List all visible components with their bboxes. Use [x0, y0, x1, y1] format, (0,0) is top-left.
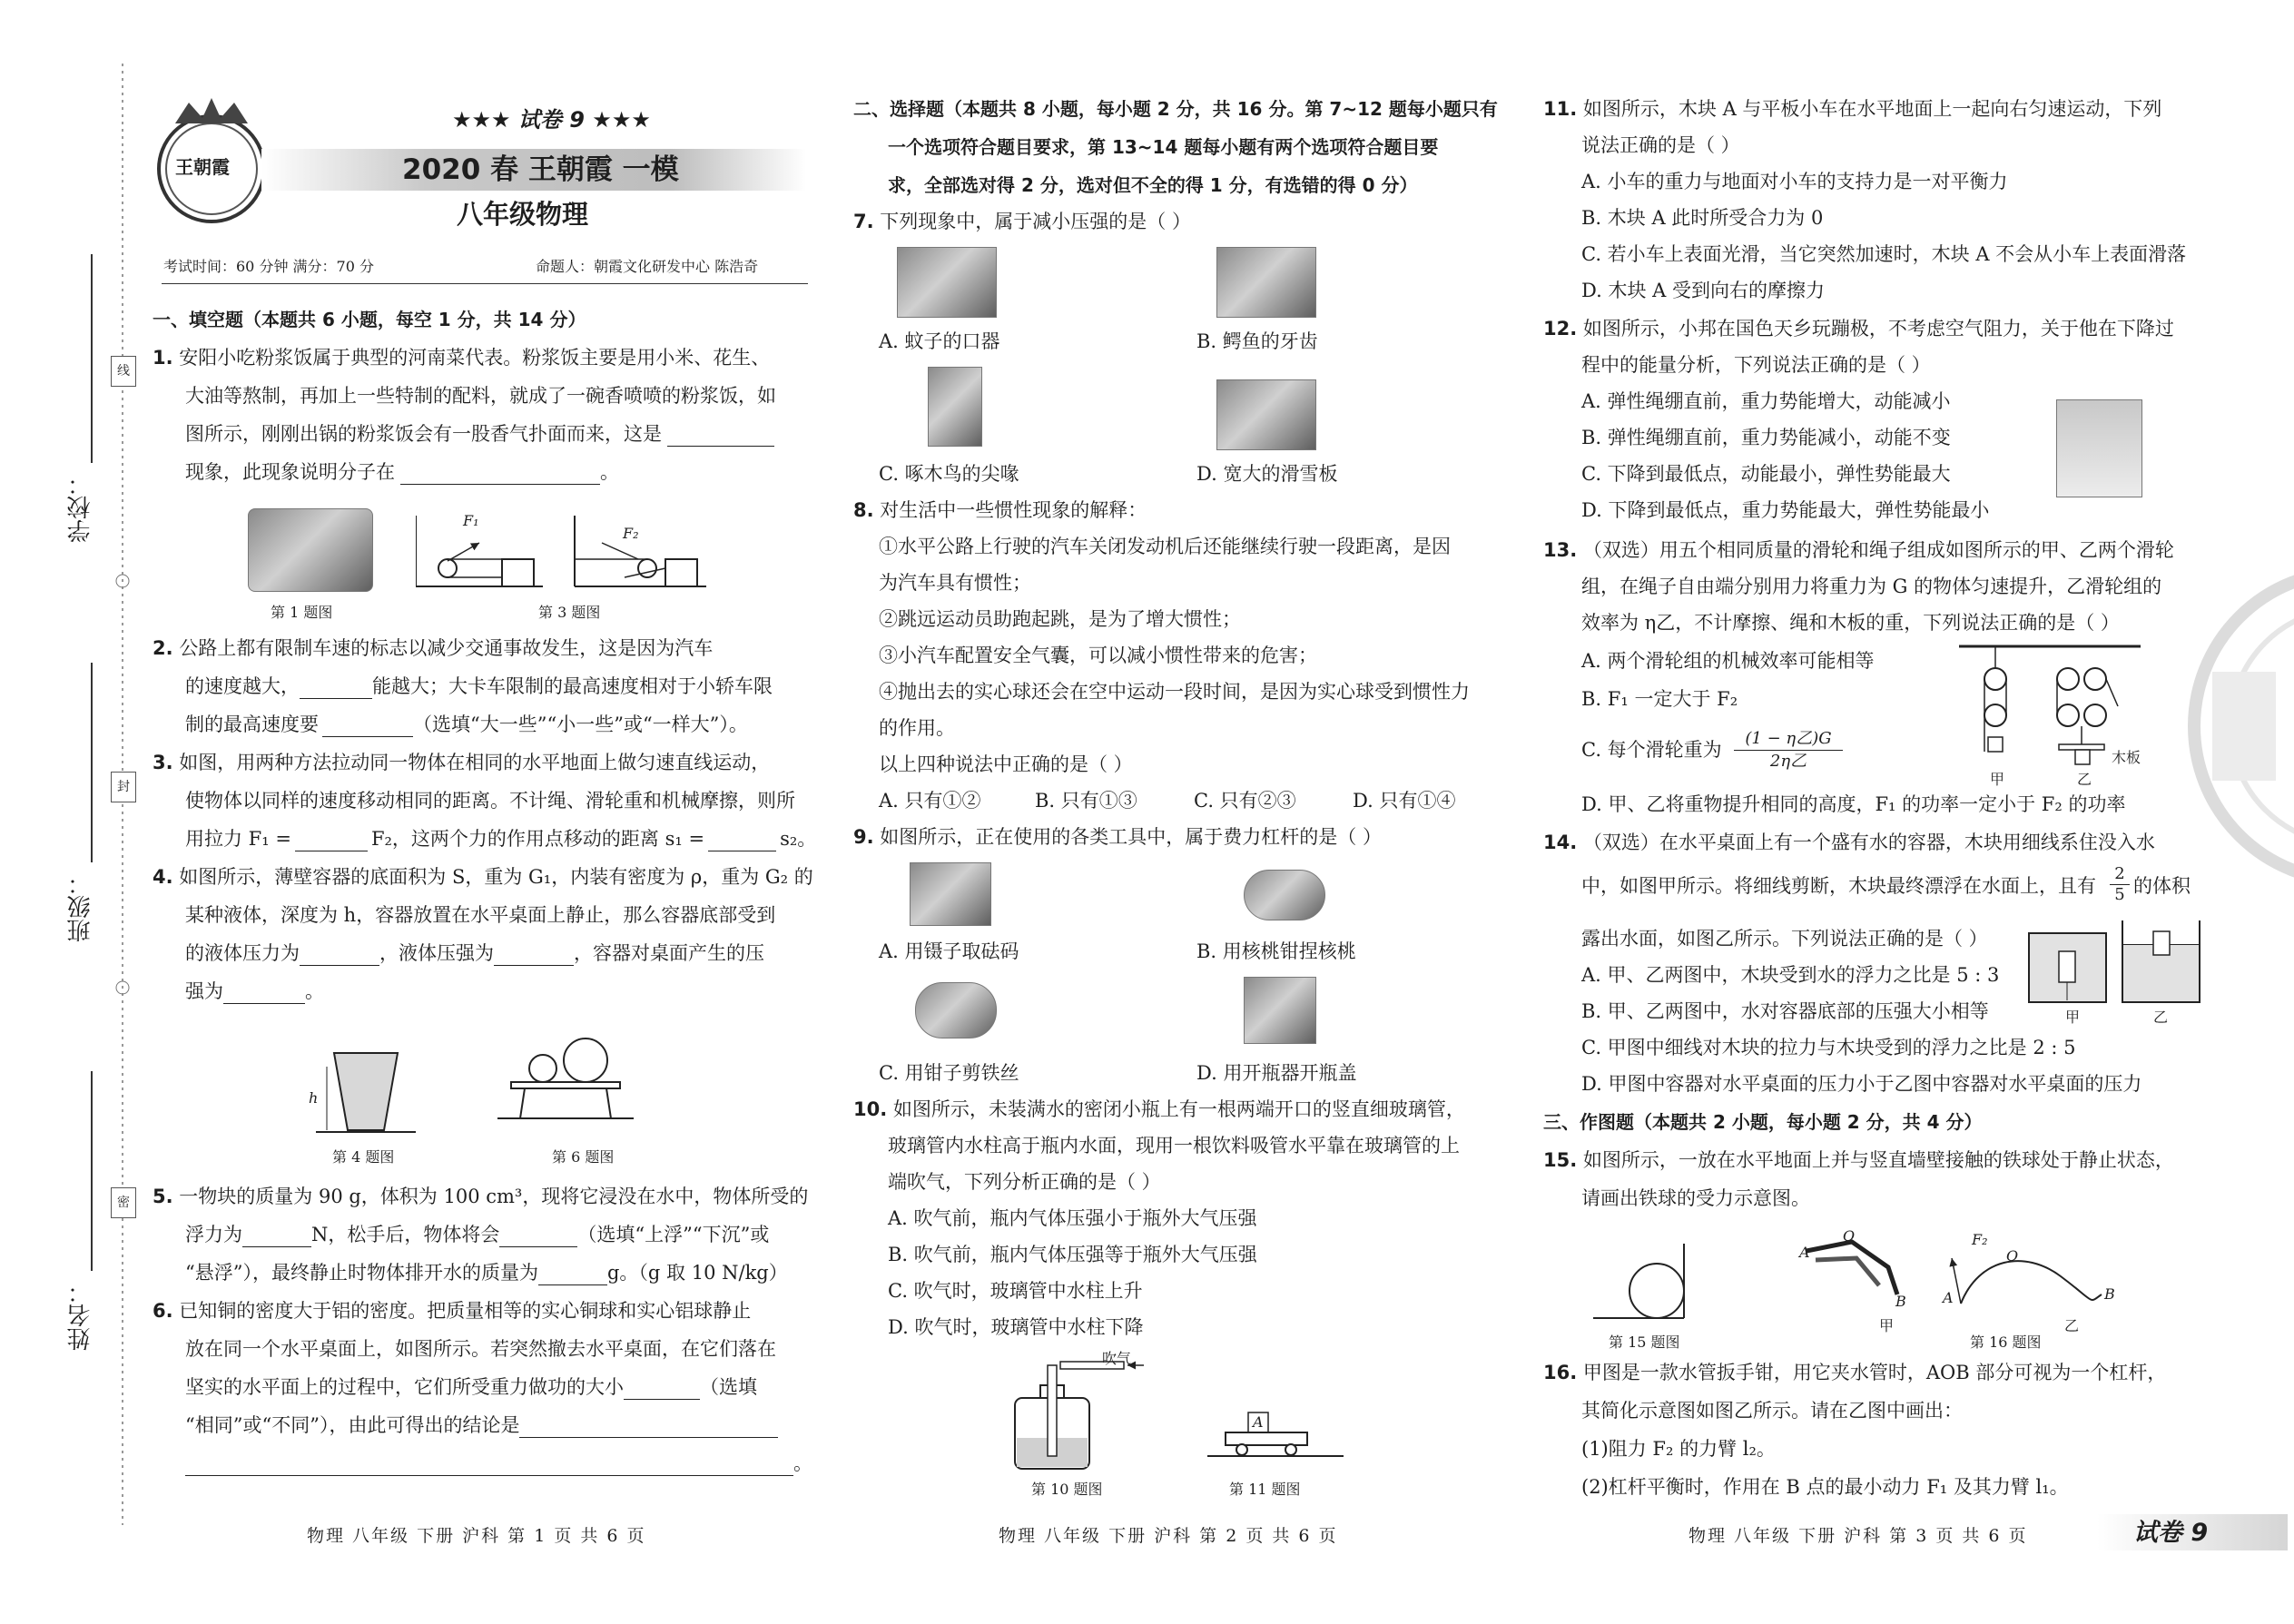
- fig14-label-jia: 甲: [2065, 1009, 2081, 1026]
- q11-line-2: 说法正确的是（ ）: [1581, 134, 1740, 156]
- q2-line-3: 制的最高速度要 （选填“大一些”“小一些”或“一样大”）。: [185, 714, 748, 735]
- question-6: 6. 已知铜的密度大于铝的密度。把质量相等的实心铜球和实心铝球静止: [153, 1300, 752, 1322]
- fig11-label-A: A: [1253, 1413, 1264, 1431]
- q11-option-a[interactable]: A. 小车的重力与地面对小车的支持力是一对平衡力: [1581, 171, 2008, 192]
- header-rule: [162, 283, 808, 284]
- pulley-diagram-fig3: [416, 516, 715, 588]
- q8-statement-4: ④抛出去的实心球还会在空中运动一段时间，是因为实心球受到惯性力: [879, 681, 1470, 703]
- page-3: [1543, 0, 2209, 1624]
- question-5: 5. 一物块的质量为 90 g，体积为 100 cm³，现将它浸没在水中，物体所受的: [153, 1186, 809, 1207]
- exam-title: 2020 春 王朝霞 一模: [402, 153, 679, 186]
- q16-line-2: 其简化示意图如图乙所示。请在乙图中画出：: [1581, 1400, 1963, 1422]
- q13-line-2: 组，在绳子自由端分别用力将重力为 G 的物体匀速提升，乙滑轮组的: [1581, 576, 2162, 597]
- fig10-caption: 第 10 题图: [1031, 1481, 1103, 1498]
- q13-fraction-denominator: 2η乙: [1769, 752, 1807, 771]
- q9-option-b[interactable]: B. 用核桃钳捏核桃: [1196, 940, 1356, 962]
- q1-blank-2[interactable]: [400, 465, 600, 485]
- watermark-seal: [2176, 563, 2294, 890]
- q1-line-2: 大油等熬制，再加上一些特制的配料，就成了一碗香喷喷的粉浆饭，如: [185, 385, 776, 407]
- balls-on-table-fig6: [497, 1035, 634, 1121]
- seal-mark-line: 线: [111, 356, 136, 387]
- q6-line-2: 放在同一个水平桌面上，如图所示。若突然撤去水平桌面，在它们落在: [185, 1338, 776, 1360]
- mosquito-photo: [897, 247, 997, 318]
- footer-page-2: 物理 八年级 下册 沪科 第 2 页 共 6 页: [999, 1526, 1338, 1546]
- q14-option-c[interactable]: C. 甲图中细线对木块的拉力与木块受到的浮力之比是 2 : 5: [1581, 1037, 2076, 1058]
- q4-blank-2[interactable]: [494, 946, 574, 966]
- q4-line-3: 的液体压力为 ，液体压强为 ，容器对桌面产生的压: [185, 942, 764, 964]
- q14-option-b[interactable]: B. 甲、乙两图中，水对容器底部的压强大小相等: [1581, 1000, 1989, 1022]
- q14-option-d[interactable]: D. 甲图中容器对水平桌面的压力小于乙图中容器对水平桌面的压力: [1581, 1073, 2142, 1095]
- school-line: [91, 254, 93, 463]
- q6-blank-3[interactable]: [185, 1456, 793, 1476]
- q6-blank-2[interactable]: [519, 1418, 778, 1438]
- q14-line-2: 中，如图甲所示。将细线剪断，木块最终漂浮在水面上，且有: [1581, 875, 2096, 897]
- footer-paper-tag: 试卷 9: [2133, 1519, 2209, 1547]
- q6-line-5: 。: [185, 1451, 812, 1476]
- question-16: 16. 甲图是一款水管扳手钳，用它夹水管时，AOB 部分可视为一个杠杆，: [1543, 1362, 2167, 1383]
- binding-dotted-line: [104, 0, 141, 1624]
- q10-option-c[interactable]: C. 吹气时，玻璃管中水柱上升: [888, 1280, 1143, 1302]
- q14-line-3: 露出水面，如图乙所示。下列说法正确的是（ ）: [1581, 928, 1988, 950]
- fig4-label-h: h: [309, 1089, 319, 1107]
- q8-statement-1: ①水平公路上行驶的汽车关闭发动机后还能继续行驶一段距离，是因: [879, 536, 1451, 557]
- exam-info: 考试时间：60 分钟 满分：70 分: [163, 258, 374, 275]
- bungee-photo: [2056, 399, 2142, 497]
- school-label: 学校：: [67, 472, 94, 543]
- snowboard-photo: [1216, 379, 1316, 450]
- q4-blank-1[interactable]: [300, 946, 379, 966]
- author-info: 命题人：朝霞文化研发中心 陈浩奇: [536, 258, 759, 275]
- fig13-label-yi: 乙: [2077, 771, 2092, 788]
- q13-option-c[interactable]: C. 每个滑轮重为: [1581, 739, 1722, 761]
- fig16-label-yi: 乙: [2064, 1317, 2080, 1334]
- q8-statement-4b: 的作用。: [879, 717, 955, 739]
- q10-line-2: 玻璃管内水柱高于瓶内水面，现用一根饮料吸管水平靠在玻璃管的上: [888, 1135, 1460, 1156]
- section-2-line-2: 一个选项符合题目要求，第 13~14 题每小题有两个选项符合题目要: [888, 136, 1439, 158]
- crocodile-photo: [1216, 247, 1316, 318]
- q3-line-3: 用拉力 F₁ = F₂，这两个力的作用点移动的距离 s₁ = s₂。: [185, 828, 817, 850]
- q10-option-b[interactable]: B. 吹气前，瓶内气体压强等于瓶外大气压强: [888, 1244, 1257, 1265]
- q14-line-2-end: 的体积: [2133, 875, 2191, 897]
- fig16b-label-A: A: [1943, 1289, 1954, 1306]
- question-7: 7. 下列现象中，属于减小压强的是（ ）: [853, 211, 1191, 232]
- page-1: [153, 0, 824, 1624]
- q6-blank-1[interactable]: [624, 1380, 700, 1400]
- question-4: 4. 如图所示，薄壁容器的底面积为 S，重为 G₁，内装有密度为 ρ，重为 G₂ 的: [153, 866, 813, 888]
- fig1-caption: 第 1 题图: [271, 604, 333, 621]
- q14-fraction: [2110, 864, 2130, 905]
- q12-option-d[interactable]: D. 下降到最低点，重力势能最大，弹性势能最小: [1581, 499, 1990, 521]
- q8-option-b[interactable]: B. 只有①③: [1035, 790, 1137, 812]
- q11-option-d[interactable]: D. 木块 A 受到向右的摩擦力: [1581, 280, 1825, 301]
- q13-option-a[interactable]: A. 两个滑轮组的机械效率可能相等: [1581, 650, 1875, 672]
- q12-option-c[interactable]: C. 下降到最低点，动能最小，弹性势能最大: [1581, 463, 1951, 485]
- nutcracker-photo: [1244, 870, 1325, 920]
- fig3-label-F2: F₂: [623, 525, 639, 542]
- q6-line-4: “相同”或“不同”），由此可得出的结论是: [185, 1412, 778, 1438]
- cart-diagram-fig11: [1207, 1409, 1344, 1472]
- section-3-title: 三、作图题（本题共 2 小题，每小题 2 分，共 4 分）: [1543, 1111, 1983, 1133]
- q14-fraction-numerator: 2: [2110, 864, 2130, 885]
- paper-number: ★★★ 试卷 9 ★★★: [452, 107, 651, 133]
- q14-fraction-denominator: 5: [2114, 885, 2125, 904]
- subject-title: 八年级物理: [457, 199, 589, 230]
- q2-blank-2[interactable]: [322, 717, 413, 737]
- fig4-caption: 第 4 题图: [332, 1148, 395, 1166]
- question-11: 11. 如图所示，木块 A 与平板小车在水平地面上一起向右匀速运动，下列: [1543, 98, 2162, 120]
- q8-statement-1b: 为汽车具有惯性；: [879, 572, 1031, 594]
- q13-line-3: 效率为 η乙，不计摩擦、绳和木板的重，下列说法正确的是（ ）: [1581, 612, 2120, 634]
- q8-prompt: 以上四种说法中正确的是（ ）: [879, 753, 1133, 775]
- section-1-title: 一、填空题（本题共 6 小题，每空 1 分，共 14 分）: [153, 309, 586, 330]
- fig16-label-A: A: [1799, 1244, 1810, 1261]
- q1-blank-1[interactable]: [667, 427, 774, 447]
- fig14-label-yi: 乙: [2153, 1009, 2169, 1026]
- q7-option-b[interactable]: B. 鳄鱼的牙齿: [1196, 330, 1318, 352]
- question-14: 14. （双选）在水平桌面上有一个盛有水的容器，木块用细线系住没入水: [1543, 832, 2155, 853]
- q12-line-2: 程中的能量分析，下列说法正确的是（ ）: [1581, 354, 1931, 376]
- q15-line-2: 请画出铁球的受力示意图。: [1581, 1187, 1810, 1209]
- question-10: 10. 如图所示，未装满水的密闭小瓶上有一根两端开口的竖直细玻璃管，: [853, 1098, 1465, 1120]
- question-1: 1. 安阳小吃粉浆饭属于典型的河南菜代表。粉浆饭主要是用小米、花生、: [153, 347, 771, 369]
- fig16-caption: 第 16 题图: [1970, 1334, 2042, 1351]
- class-label: 班级：: [67, 871, 94, 942]
- ball-wall-fig15: [1593, 1244, 1702, 1325]
- bottle-opener-photo: [1244, 977, 1316, 1044]
- q3-blank-2[interactable]: [708, 832, 776, 851]
- q4-blank-3[interactable]: [223, 984, 305, 1004]
- name-line: [91, 1071, 93, 1271]
- q5-line-2: 浮力为 N，松手后，物体将会 （选填“上浮”“下沉”或: [185, 1224, 770, 1245]
- section-2-title: 二、选择题（本题共 8 小题，每小题 2 分，共 16 分。第 7~12 题每小题只有: [853, 98, 1498, 120]
- question-15: 15. 如图所示，一放在水平地面上并与竖直墙壁接触的铁球处于静止状态，: [1543, 1149, 2174, 1171]
- fig16b-label-O: O: [2006, 1247, 2019, 1265]
- fig3-label-F1: F₁: [463, 512, 479, 529]
- seal-mark-seal: 封: [111, 772, 136, 802]
- fig11-caption: 第 11 题图: [1229, 1481, 1301, 1498]
- page-2: [853, 0, 1507, 1624]
- q1-line-3: 图所示，刚刚出锅的粉浆饭会有一股香气扑面而来，这是: [185, 421, 774, 447]
- q12-option-b[interactable]: B. 弹性绳绷直前，重力势能减小，动能不变: [1581, 427, 1951, 448]
- woodpecker-photo: [928, 367, 982, 447]
- q16-item-1: (1)阻力 F₂ 的力臂 l₂。: [1581, 1438, 1776, 1460]
- q3-line-2: 使物体以同样的速度移动相同的距离。不计绳、滑轮重和机械摩擦，则所: [185, 790, 795, 812]
- name-label: 姓名：: [67, 1280, 94, 1351]
- q7-option-a[interactable]: A. 蚊子的口器: [879, 330, 1000, 352]
- question-2: 2. 公路上都有限制车速的标志以减少交通事故发生，这是因为汽车: [153, 637, 714, 659]
- q7-option-d[interactable]: D. 宽大的滑雪板: [1196, 463, 1338, 485]
- q4-line-4: 强为 。: [185, 980, 324, 1002]
- bottle-diagram-fig10: [1008, 1354, 1153, 1472]
- footer-page-3: 物理 八年级 下册 沪科 第 3 页 共 6 页: [1689, 1526, 2028, 1546]
- q2-blank-1[interactable]: [300, 679, 372, 699]
- fig16-label-B: B: [1895, 1293, 1906, 1310]
- pliers-photo: [915, 982, 997, 1038]
- fig6-caption: 第 6 题图: [552, 1148, 615, 1166]
- section-2-line-3: 求，全部选对得 2 分，选对但不全的得 1 分，有选错的得 0 分）: [888, 174, 1418, 196]
- tweezers-photo: [910, 862, 991, 926]
- fig16-label-jia: 甲: [1879, 1317, 1895, 1334]
- q10-line-3: 端吹气，下列分析正确的是（ ）: [888, 1171, 1161, 1193]
- q11-option-c[interactable]: C. 若小车上表面光滑，当它突然加速时，木块 A 不会从小车上表面滑落: [1581, 243, 2187, 265]
- q8-option-a[interactable]: A. 只有①②: [879, 790, 981, 812]
- question-3: 3. 如图，用两种方法拉动同一物体在相同的水平地面上做匀速直线运动，: [153, 752, 771, 773]
- fig15-caption: 第 15 题图: [1609, 1334, 1680, 1351]
- question-9: 9. 如图所示，正在使用的各类工具中，属于费力杠杆的是（ ）: [853, 826, 1382, 848]
- q8-statement-2: ②跳远运动员助跑起跳，是为了增大惯性；: [879, 608, 1241, 630]
- q4-line-2: 某种液体，深度为 h，容器放置在水平桌面上静止，那么容器底部受到: [185, 904, 776, 926]
- q13-option-d[interactable]: D. 甲、乙将重物提升相同的高度，F₁ 的功率一定小于 F₂ 的功率: [1581, 793, 2126, 815]
- q5-line-3: “悬浮”），最终静止时物体排开水的质量为 g。（g 取 10 N/kg）: [185, 1262, 788, 1284]
- q2-line-2: 的速度越大， 能越大；大卡车限制的最高速度相对于小轿车限: [185, 675, 773, 697]
- q16-item-2: (2)杠杆平衡时，作用在 B 点的最小动力 F₁ 及其力臂 l₁。: [1581, 1476, 2069, 1498]
- question-13: 13. （双选）用五个相同质量的滑轮和绳子组成如图所示的甲、乙两个滑轮: [1543, 539, 2174, 561]
- question-12: 12. 如图所示，小邦在国色天乡玩蹦极，不考虑空气阻力，关于他在下降过: [1543, 318, 2174, 340]
- fig10-label-blow: 吹气: [1102, 1350, 1132, 1367]
- footer-page-1: 物理 八年级 下册 沪科 第 1 页 共 6 页: [307, 1526, 646, 1546]
- q14-option-a[interactable]: A. 甲、乙两图中，木块受到水的浮力之比是 5 : 3: [1581, 964, 2000, 986]
- seal-mark-secret: 密: [111, 1187, 136, 1218]
- q3-blank-1[interactable]: [295, 832, 368, 851]
- q9-option-a[interactable]: A. 用镊子取砝码: [879, 940, 1019, 962]
- q10-option-a[interactable]: A. 吹气前，瓶内气体压强小于瓶外大气压强: [888, 1207, 1257, 1229]
- q5-blank-1[interactable]: [242, 1227, 311, 1247]
- q6-line-3: 坚实的水平面上的过程中，它们所受重力做功的大小 （选填: [185, 1376, 757, 1398]
- wrench-fig16: [1797, 1231, 2106, 1331]
- q8-option-d[interactable]: D. 只有①④: [1353, 790, 1456, 812]
- q5-blank-3[interactable]: [538, 1265, 607, 1285]
- porridge-photo: [248, 508, 373, 592]
- fig16-label-O: O: [1843, 1227, 1856, 1245]
- q13-fraction-numerator: (1 − η乙)G: [1734, 728, 1843, 751]
- q13-fraction: [1734, 728, 1843, 773]
- fig16b-label-F2: F₂: [1972, 1231, 1988, 1248]
- q8-option-c[interactable]: C. 只有②③: [1194, 790, 1296, 812]
- q9-option-d[interactable]: D. 用开瓶器开瓶盖: [1196, 1062, 1357, 1084]
- fig3-caption: 第 3 题图: [538, 604, 601, 621]
- q9-option-c[interactable]: C. 用钳子剪铁丝: [879, 1062, 1019, 1084]
- q12-option-a[interactable]: A. 弹性绳绷直前，重力势能增大，动能减小: [1581, 390, 1951, 412]
- q7-option-c[interactable]: C. 啄木鸟的尖喙: [879, 463, 1019, 485]
- fig16b-label-B: B: [2104, 1285, 2115, 1303]
- q1-line-4: 现象，此现象说明分子在 。: [185, 461, 619, 483]
- class-line: [91, 663, 93, 862]
- fig13-label-board: 木板: [2112, 749, 2141, 766]
- question-8: 8. 对生活中一些惯性现象的解释：: [853, 499, 1147, 521]
- q13-option-b[interactable]: B. F₁ 一定大于 F₂: [1581, 688, 1738, 710]
- logo-text: 王朝霞: [175, 156, 230, 178]
- q5-blank-2[interactable]: [499, 1227, 577, 1247]
- container-diagram-fig4: [316, 1048, 416, 1135]
- q11-option-b[interactable]: B. 木块 A 此时所受合力为 0: [1581, 207, 1824, 229]
- water-container-fig14: [2024, 917, 2206, 1008]
- fig13-label-jia: 甲: [1990, 771, 2005, 788]
- q8-statement-3: ③小汽车配置安全气囊，可以减小惯性带来的危害；: [879, 645, 1317, 666]
- q10-option-d[interactable]: D. 吹气时，玻璃管中水柱下降: [888, 1316, 1144, 1338]
